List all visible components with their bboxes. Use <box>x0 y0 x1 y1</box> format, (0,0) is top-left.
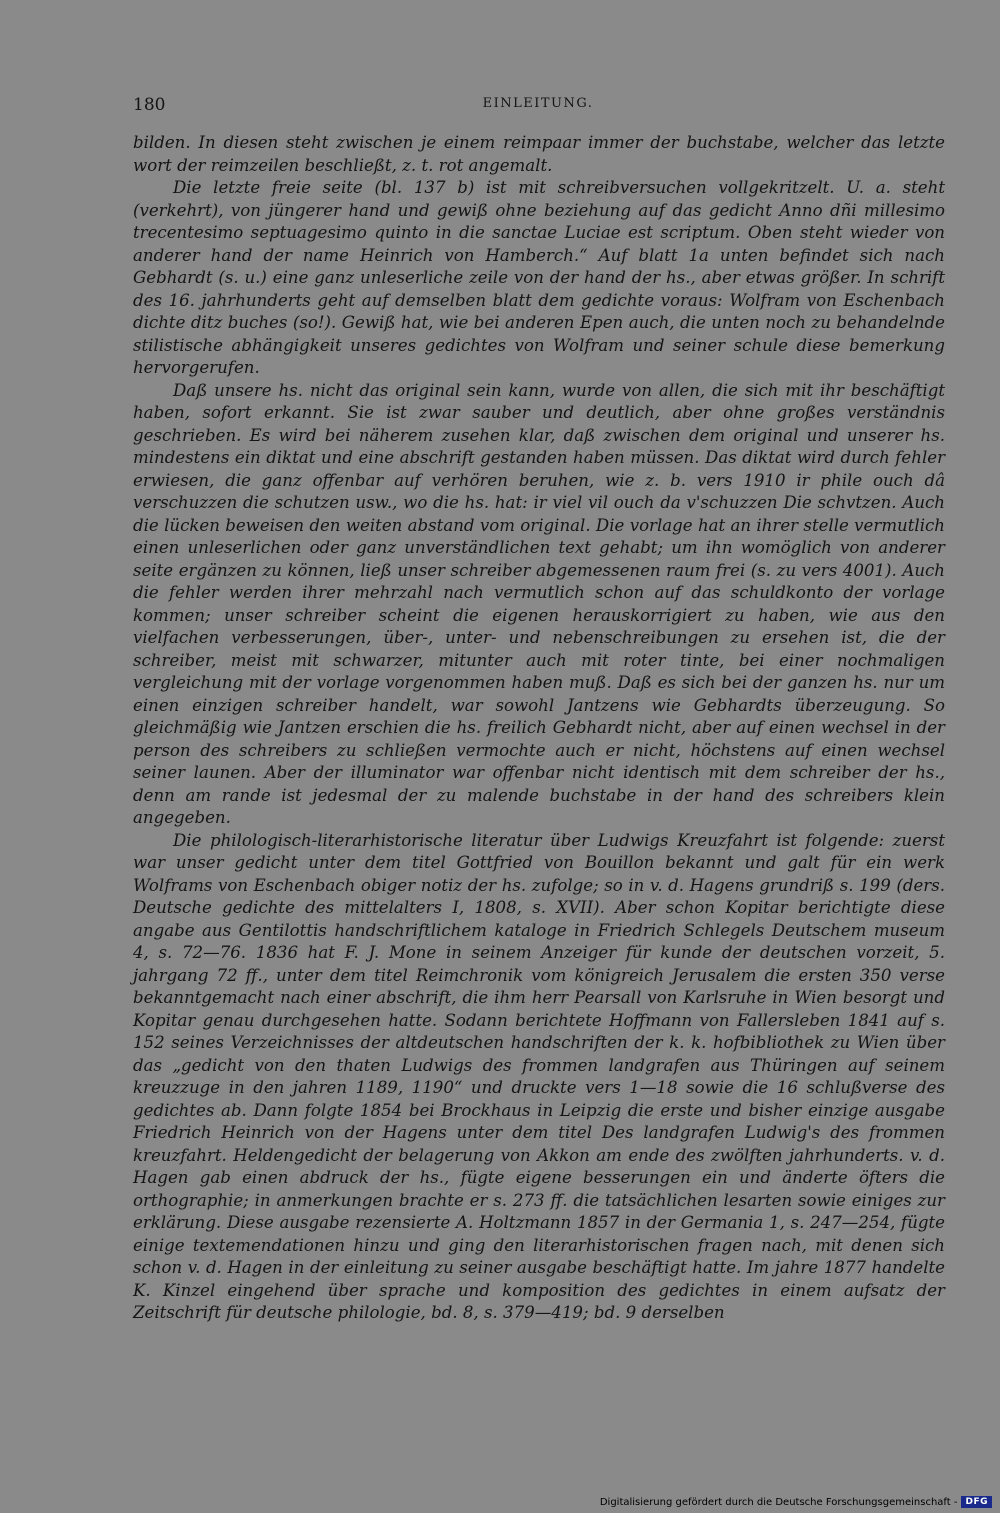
dfg-logo: DFG <box>961 1496 992 1508</box>
running-title: EINLEITUNG. <box>482 96 594 111</box>
page-header <box>133 95 943 119</box>
paragraph: Daß unsere hs. nicht das original sein kann, wurde von allen, die sich mit ihr beschäftigt haben, sofort erkannt. Sie ist zwar sauber und deutlich, aber ohne großes verständnis geschrieben. Es wird bei näherem zusehen klar, daß zwischen dem original und unserer hs. mindestens ein diktat und eine abschrift gestanden haben müssen. Das diktat wird durch fehler erwiesen, die ganz offenbar auf verhören beruhen, wie z. b. vers 1910 ir phile ouch dâ verschuzzen die schutzen usw., wo die hs. hat: ir viel vil ouch da v'schuzzen Die schvtzen. Auch die lücken beweisen den weiten abstand vom original. Die vorlage hat an ihrer stelle vermutlich einen unleserlichen oder ganz unverständlichen text gehabt; um ihn womöglich von anderer seite ergänzen zu können, ließ unser schreiber abgemessenen raum frei (s. zu vers 4001). Auch die fehler werden ihrer mehrzahl nach vermutlich schon auf das schuldkonto der vorlage kommen; unser schreiber scheint die eigenen herauskorrigiert zu haben, wie aus den vielfachen verbesserungen, über-, unter- und nebenschreibungen zu ersehen ist, die der schreiber, meist mit schwarzer, mitunter auch mit roter tinte, bei einer nochmaligen vergleichung mit der vorlage vorgenommen haben muß. Daß es sich bei der ganzen hs. nur um einen einzigen schreiber handelt, war sowohl Jantzens wie Gebhardts überzeugung. So gleichmäßig wie Jantzen erschien die hs. freilich Gebhardt nicht, aber auf einen wechsel in der person des schreibers zu schließen vermochte auch er nicht, höchstens auf einen wechsel seiner launen. Aber der illuminator war offenbar nicht identisch mit dem schreiber der hs., denn am rande ist jedesmal der zu malende buchstabe in der hand des schreibers klein angegeben. <box>133 380 945 827</box>
paragraph: Die letzte freie seite (bl. 137 b) ist mit schreibversuchen vollgekritzelt. U. a. steht (verkehrt), von jüngerer hand und gewiß ohne beziehung auf das gedicht Anno dñi millesimo trecentesimo septuagesimo quinto in die sanctae Luciae est scriptum. Oben steht wieder von anderer hand der name Heinrich von Hamberch.“ Auf blatt 1a unten befindet sich nach Gebhardt (s. u.) eine ganz unleserliche zeile von der hand der hs., aber etwas größer. In schrift des 16. jahrhunderts geht auf demselben blatt dem gedichte voraus: Wolfram von Eschenbach dichte ditz buches (so!). Gewiß hat, wie bei anderen Epen auch, die unten noch zu behandelnde stilistische abhängigkeit unseres gedichtes von Wolfram und seiner schule diese bemerkung hervorgerufen. <box>133 178 945 377</box>
body-text <box>133 132 945 1325</box>
paragraph: Die philologisch-literarhistorische literatur über Ludwigs Kreuzfahrt ist folgende: zuerst war unser gedicht unter dem titel Gottfried von Bouillon bekannt und galt für ein werk Wolframs von Eschenbach obiger notiz der hs. zufolge; so in v. d. Hagens grundriß s. 199 (ders. Deutsche gedichte des mittelalters I, 1808, s. XVII). Aber schon Kopitar berichtigte diese angabe aus Gentilottis handschriftlichem kataloge in Friedrich Schlegels Deutschem museum 4, s. 72—76. 1836 hat F. J. Mone in seinem Anzeiger für kunde der deutschen vorzeit, 5. jahrgang 72 ff., unter dem titel Reimchronik vom königreich Jerusalem die ersten 350 verse bekanntgemacht nach einer abschrift, die ihm herr Pearsall von Karlsruhe in Wien besorgt und Kopitar genau durchgesehen hatte. Sodann berichtete Hoffmann von Fallersleben 1841 auf s. 152 seines Verzeichnisses der altdeutschen handschriften der k. k. hofbibliothek zu Wien über das „gedicht von den thaten Ludwigs des frommen landgrafen aus Thüringen auf seinem kreuzzuge in den jahren 1189, 1190“ und druckte vers 1—18 sowie die 16 schlußverse des gedichtes ab. Dann folgte 1854 bei Brockhaus in Leipzig die erste und bisher einzige ausgabe Friedrich Heinrich von der Hagens unter dem titel Des landgrafen Ludwig's des frommen kreuzfahrt. Heldengedicht der belagerung von Akkon am ende des zwölften jahrhunderts. v. d. Hagen gab einen abdruck der hs., fügte eigene besserungen ein und änderte öfters die orthographie; in anmerkungen brachte er s. 273 ff. die tatsächlichen lesarten sowie einiges zur erklärung. Diese ausgabe rezensierte A. Holtzmann 1857 in der Germania 1, s. 247—254, fügte einige textemendationen hinzu und ging den literarhistorischen fragen nach, mit denen sich schon v. d. Hagen in der einleitung zu seiner ausgabe beschäftigt hatte. Im jahre 1877 handelte K. Kinzel eingehend über sprache und komposition des gedichtes in einem aufsatz der Zeitschrift für deutsche philologie, bd. 8, s. 379—419; bd. 9 derselben <box>133 830 945 1322</box>
footer-credit <box>600 1495 992 1509</box>
page-number: 180 <box>133 95 166 115</box>
paragraph: bilden. In diesen steht zwischen je einem reimpaar immer der buchstabe, welcher das letzte wort der reimzeilen beschließt, z. t. rot angemalt. <box>133 133 945 175</box>
footer-text: Digitalisierung gefördert durch die Deutsche Forschungsgemeinschaft - <box>599 1496 958 1508</box>
